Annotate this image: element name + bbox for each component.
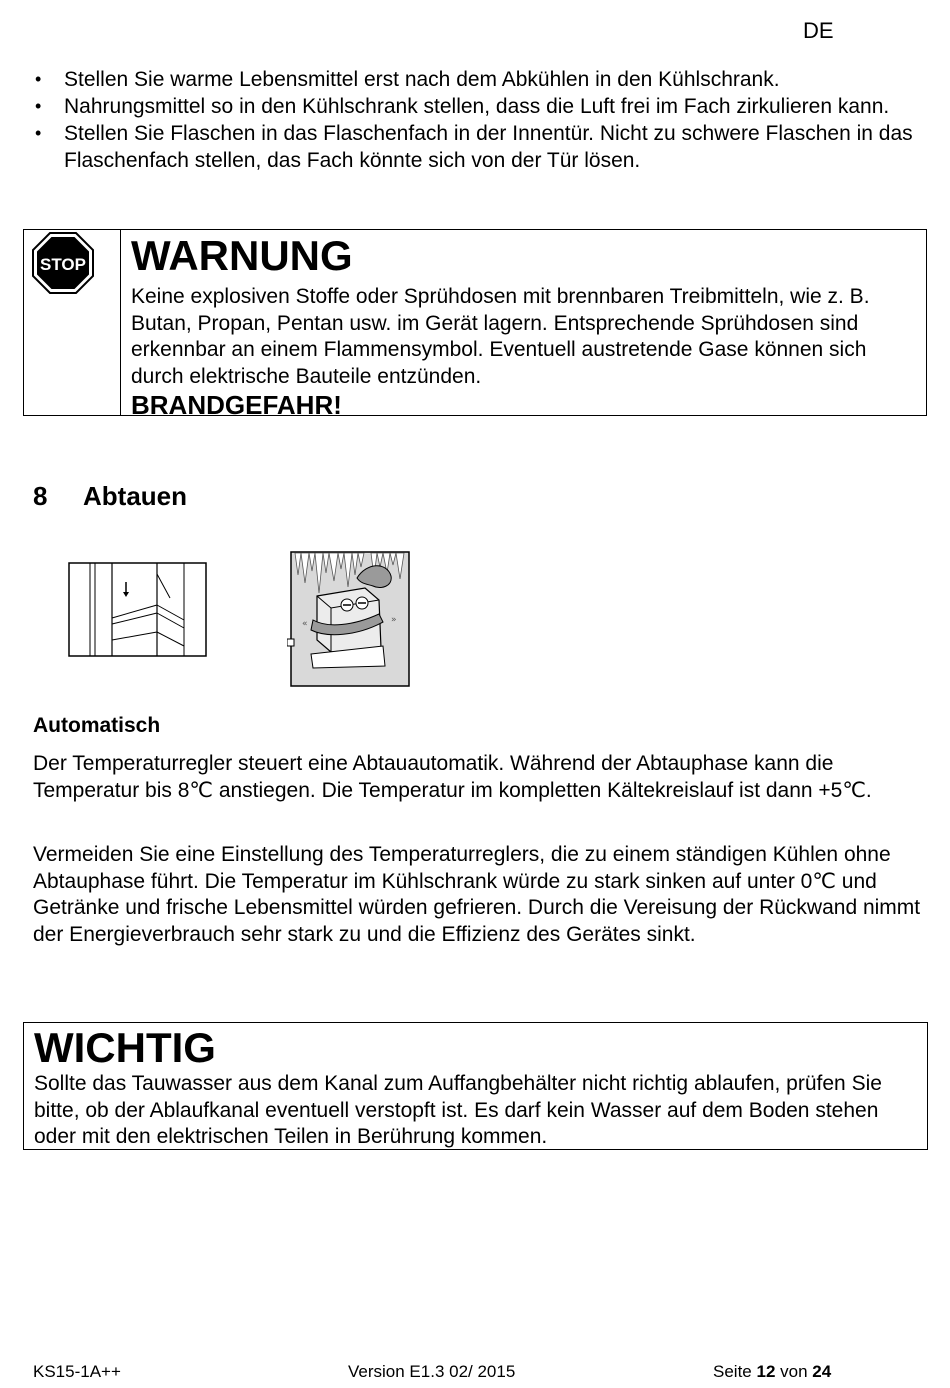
warning-content [131,232,911,420]
ice-defrost-illustration [287,550,411,688]
svg-text:«: « [302,619,308,629]
bullet-list [32,66,922,174]
subsection-title: Automatisch [33,714,161,737]
paragraph: Vermeiden Sie eine Einstellung des Temperaturreglers, die zu einem ständigen Kühlen ohne Abtauphase führt. Die Temperatur im Kühlschrank würde zu stark sinken auf unter 0℃ und Getränke und frische Lebensmittel würden gefrieren. Durch die Vereisung der Rückwand nimmt der Energieverbrauch sehr stark zu und die Effizienz des Gerätes sinkt. [33,843,921,946]
language-code: DE [803,18,834,43]
bullet-icon: • [35,96,42,116]
stop-sign-text: STOP [40,255,86,274]
list-item: • Nahrungsmittel so in den Kühlschrank stellen, dass die Luft frei im Fach zirkulieren kann. [35,95,890,118]
footer-page-number: Seite 12 von 24 [713,1362,832,1381]
footer-model: KS15-1A++ [33,1362,121,1381]
list-item: • Stellen Sie Flaschen in das Flaschenfach in der Innentür. Nicht zu schwere Flaschen in das Flaschenfach stellen, das Fach könnte sich von der Tür lösen. [35,122,913,172]
important-box [23,1022,928,1150]
section-number: 8 [33,481,48,511]
important-body: Sollte das Tauwasser aus dem Kanal zum Auffangbehälter nicht richtig ablaufen, prüfen Sie bitte, ob der Ablaufkanal eventuell verstopft ist. Es darf kein Wasser auf dem Boden stehen oder mit den elektrischen Teilen in Berührung kommen. [34,1072,882,1148]
warning-icon-cell [24,230,121,415]
fridge-interior-illustration [68,562,208,658]
section-title: Abtauen [83,481,187,511]
warning-box [23,229,927,420]
important-title: WICHTIG [34,1024,216,1071]
paragraph: Der Temperaturregler steuert eine Abtauautomatik. Während der Abtauphase kann die Temperatur bis 8℃ anstiegen. Die Temperatur im kompletten Kältekreislauf ist dann +5℃. [33,752,872,802]
stop-sign-icon [32,232,94,294]
warning-emphasis: BRANDGEFAHR! [131,390,342,420]
bullet-icon: • [35,123,42,143]
list-item: • Stellen Sie warme Lebensmittel erst nach dem Abkühlen in den Kühlschrank. [35,68,780,91]
warning-title: WARNUNG [131,232,353,279]
bullet-icon: • [35,69,42,89]
footer-version: Version E1.3 02/ 2015 [348,1362,516,1381]
svg-text:»: » [391,615,397,625]
warning-body: Keine explosiven Stoffe oder Sprühdosen mit brennbaren Treibmitteln, wie z. B. Butan, Propan, Pentan usw. im Gerät lagern. Entsprechende Sprühdosen sind erkennbar an einem Flammensymbol. Eventuell austretende Gase können sich durch elektrische Bauteile entzünden. [131,285,870,388]
